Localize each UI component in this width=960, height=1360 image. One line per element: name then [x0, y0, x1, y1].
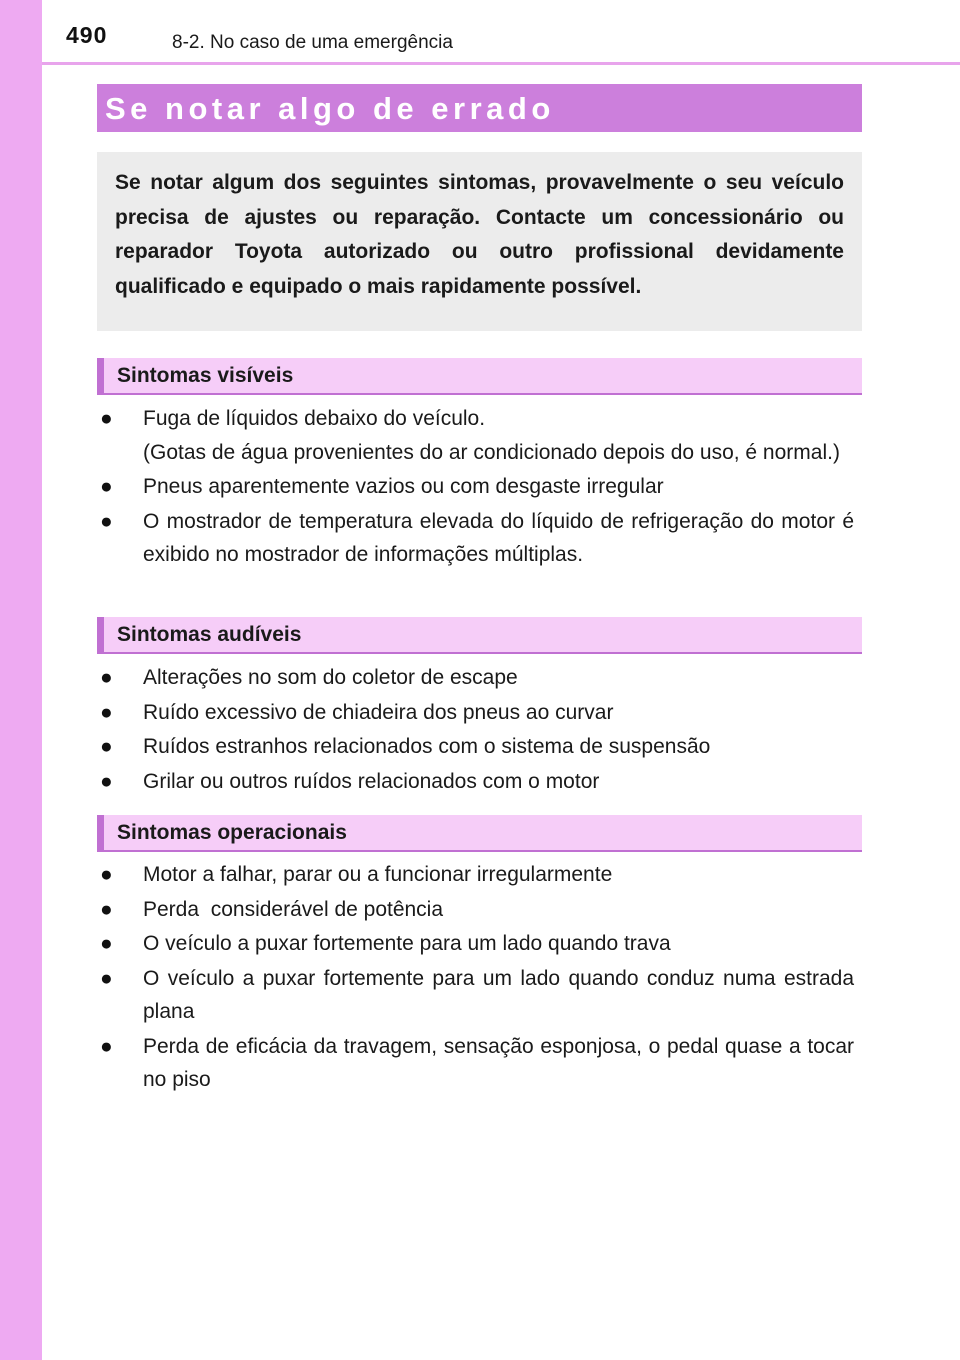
- list-item: [97, 661, 862, 695]
- subheading-operational-symptoms: [97, 815, 862, 852]
- bullet-icon: ●: [100, 1034, 113, 1058]
- list-item-text: O veículo a puxar fortemente para um lado quando trava: [143, 932, 671, 955]
- bullet-icon: ●: [100, 407, 113, 430]
- section-banner: [97, 84, 862, 132]
- subheading-label: Sintomas audíveis: [117, 623, 302, 646]
- list-item-text: O mostrador de temperatura elevada do líquido de refrigeração do motor é exibido no mostrador de informações múltiplas.: [143, 509, 854, 566]
- list-item: [97, 893, 862, 927]
- audible-symptoms-list: [97, 661, 862, 799]
- chapter-title: 8-2. No caso de uma emergência: [172, 32, 453, 53]
- intro-box: [97, 152, 862, 331]
- list-item: [97, 730, 862, 764]
- subheading-visible-symptoms: [97, 358, 862, 395]
- bullet-icon: ●: [100, 897, 113, 921]
- bullet-icon: ●: [100, 966, 113, 990]
- bullet-icon: ●: [100, 735, 113, 758]
- list-item: [97, 696, 862, 730]
- list-item-text: Ruídos estranhos relacionados com o sistema de suspensão: [143, 735, 711, 758]
- list-item-text: Alterações no som do coletor de escape: [143, 666, 518, 689]
- operational-symptoms-list: [97, 858, 862, 1098]
- page-number: 490: [66, 22, 108, 48]
- list-item-note: (Gotas de água provenientes do ar condicionado depois do uso, é normal.): [143, 440, 840, 464]
- list-item-text: Ruído excessivo de chiadeira dos pneus ao curvar: [143, 700, 614, 724]
- bullet-icon: ●: [100, 475, 113, 498]
- bullet-icon: ●: [100, 769, 113, 793]
- list-item: [97, 858, 862, 892]
- list-item-text: O veículo a puxar fortemente para um lado quando conduz numa estrada plana: [143, 966, 854, 1023]
- subheading-label: Sintomas operacionais: [117, 821, 347, 844]
- list-item-text: Perda considerável de potência: [143, 897, 444, 921]
- list-item: [97, 505, 862, 572]
- list-item: [97, 470, 862, 504]
- bullet-icon: ●: [100, 666, 113, 689]
- header-rule: [42, 62, 960, 65]
- list-item: [97, 402, 862, 469]
- list-item: [97, 927, 862, 961]
- bullet-icon: ●: [100, 932, 113, 955]
- list-item: [97, 765, 862, 799]
- list-item: [97, 962, 862, 1029]
- list-item-text: Grilar ou outros ruídos relacionados com o motor: [143, 769, 600, 793]
- list-item: [97, 1030, 862, 1097]
- list-item-text: Perda de eficácia da travagem, sensação esponjosa, o pedal quase a tocar no piso: [143, 1034, 854, 1091]
- list-item-text: Fuga de líquidos debaixo do veículo.: [143, 407, 486, 430]
- subheading-audible-symptoms: [97, 617, 862, 654]
- bullet-icon: ●: [100, 700, 113, 724]
- list-item-text: Motor a falhar, parar ou a funcionar irregularmente: [143, 863, 613, 886]
- bullet-icon: ●: [100, 509, 113, 533]
- visible-symptoms-list: [97, 402, 862, 573]
- bullet-icon: ●: [100, 863, 113, 886]
- subheading-label: Sintomas visíveis: [117, 364, 294, 387]
- section-title: Se notar algo de errado: [105, 91, 555, 126]
- intro-text: Se notar algum dos seguintes sintomas, provavelmente o seu veículo precisa de ajustes ou reparação. Contacte um concessionário ou reparador Toyota autorizado ou outro profissional devidamente qualificado e equipado o mais rapidamente possível.: [115, 171, 844, 298]
- page-side-band: [0, 0, 42, 1360]
- list-item-text: Pneus aparentemente vazios ou com desgaste irregular: [143, 475, 664, 498]
